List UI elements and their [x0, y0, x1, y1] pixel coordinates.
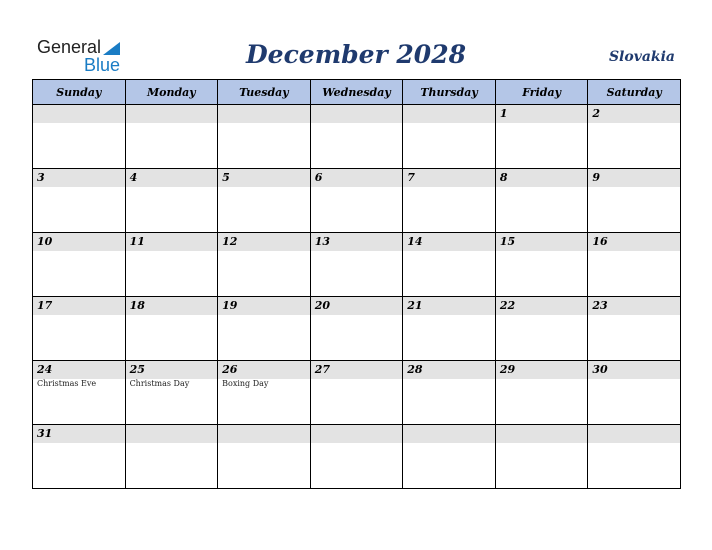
weekday-header: Thursday: [403, 80, 496, 105]
day-cell[interactable]: [403, 105, 496, 169]
day-number: 6: [311, 169, 403, 187]
day-cell[interactable]: [218, 105, 311, 169]
day-cell[interactable]: [495, 169, 588, 233]
day-cell[interactable]: [33, 105, 126, 169]
weekday-header: Friday: [495, 80, 588, 105]
day-cell[interactable]: [310, 297, 403, 361]
day-number: 26: [218, 361, 310, 379]
weekday-header: Sunday: [33, 80, 126, 105]
day-cell[interactable]: [310, 425, 403, 489]
day-cell[interactable]: [33, 361, 126, 425]
day-number: 17: [33, 297, 125, 315]
day-number: 24: [33, 361, 125, 379]
week-row: [33, 361, 681, 425]
day-number: 2: [588, 105, 680, 123]
logo-text-general: General: [37, 37, 102, 57]
country-label: Slovakia: [608, 49, 675, 65]
day-cell[interactable]: [588, 169, 681, 233]
holiday-label: Boxing Day: [222, 379, 269, 388]
week-row: [33, 297, 681, 361]
week-row: [33, 169, 681, 233]
day-cell[interactable]: [218, 361, 311, 425]
day-number: [403, 105, 495, 123]
day-number: 23: [588, 297, 680, 315]
day-number: 16: [588, 233, 680, 251]
day-cell[interactable]: [588, 105, 681, 169]
day-cell[interactable]: [495, 233, 588, 297]
day-cell[interactable]: [403, 425, 496, 489]
day-number: 10: [33, 233, 125, 251]
weekday-header: Tuesday: [218, 80, 311, 105]
day-number: 30: [588, 361, 680, 379]
day-number: 25: [126, 361, 218, 379]
day-cell[interactable]: [125, 361, 218, 425]
day-cell[interactable]: [125, 297, 218, 361]
day-number: 19: [218, 297, 310, 315]
day-number: 4: [126, 169, 218, 187]
day-number: [126, 105, 218, 123]
day-number: 12: [218, 233, 310, 251]
day-number: [403, 425, 495, 443]
day-cell[interactable]: [403, 233, 496, 297]
day-number: 20: [311, 297, 403, 315]
day-cell[interactable]: [125, 425, 218, 489]
day-number: 31: [33, 425, 125, 443]
calendar-grid: [32, 79, 681, 489]
day-number: 8: [496, 169, 588, 187]
day-cell[interactable]: [495, 425, 588, 489]
day-cell[interactable]: [495, 361, 588, 425]
day-number: 7: [403, 169, 495, 187]
day-number: [218, 425, 310, 443]
logo-text-blue: Blue: [84, 55, 121, 75]
day-number: 13: [311, 233, 403, 251]
day-cell[interactable]: [218, 233, 311, 297]
day-number: 14: [403, 233, 495, 251]
day-number: 5: [218, 169, 310, 187]
day-number: [496, 425, 588, 443]
page-title: December 2028: [245, 40, 466, 69]
day-cell[interactable]: [33, 233, 126, 297]
day-cell[interactable]: [33, 425, 126, 489]
day-cell[interactable]: [495, 105, 588, 169]
day-number: 9: [588, 169, 680, 187]
day-number: 18: [126, 297, 218, 315]
weekday-header: Monday: [125, 80, 218, 105]
day-cell[interactable]: [588, 297, 681, 361]
day-number: [588, 425, 680, 443]
day-cell[interactable]: [218, 425, 311, 489]
day-cell[interactable]: [125, 233, 218, 297]
day-cell[interactable]: [125, 169, 218, 233]
day-cell[interactable]: [588, 233, 681, 297]
week-row: [33, 425, 681, 489]
holiday-label: Christmas Eve: [37, 379, 97, 388]
day-cell[interactable]: [403, 169, 496, 233]
day-number: 1: [496, 105, 588, 123]
day-number: [311, 425, 403, 443]
day-number: 28: [403, 361, 495, 379]
day-cell[interactable]: [495, 297, 588, 361]
holiday-label: Christmas Day: [129, 379, 190, 388]
day-number: [126, 425, 218, 443]
weekday-header: Wednesday: [310, 80, 403, 105]
day-cell[interactable]: [310, 105, 403, 169]
day-number: 11: [126, 233, 218, 251]
day-number: 27: [311, 361, 403, 379]
week-row: [33, 233, 681, 297]
day-number: 3: [33, 169, 125, 187]
week-row: [33, 105, 681, 169]
weekday-header: Saturday: [588, 80, 681, 105]
day-number: [33, 105, 125, 123]
day-cell[interactable]: [588, 361, 681, 425]
day-cell[interactable]: [218, 297, 311, 361]
day-cell[interactable]: [125, 105, 218, 169]
day-cell[interactable]: [310, 233, 403, 297]
day-number: [218, 105, 310, 123]
day-number: 15: [496, 233, 588, 251]
day-cell[interactable]: [310, 169, 403, 233]
day-number: 29: [496, 361, 588, 379]
day-cell[interactable]: [33, 169, 126, 233]
day-cell[interactable]: [403, 297, 496, 361]
day-cell[interactable]: [403, 361, 496, 425]
day-number: 22: [496, 297, 588, 315]
day-cell[interactable]: [218, 169, 311, 233]
day-cell[interactable]: [310, 361, 403, 425]
day-number: 21: [403, 297, 495, 315]
day-cell[interactable]: [33, 297, 126, 361]
day-number: [311, 105, 403, 123]
day-cell[interactable]: [588, 425, 681, 489]
